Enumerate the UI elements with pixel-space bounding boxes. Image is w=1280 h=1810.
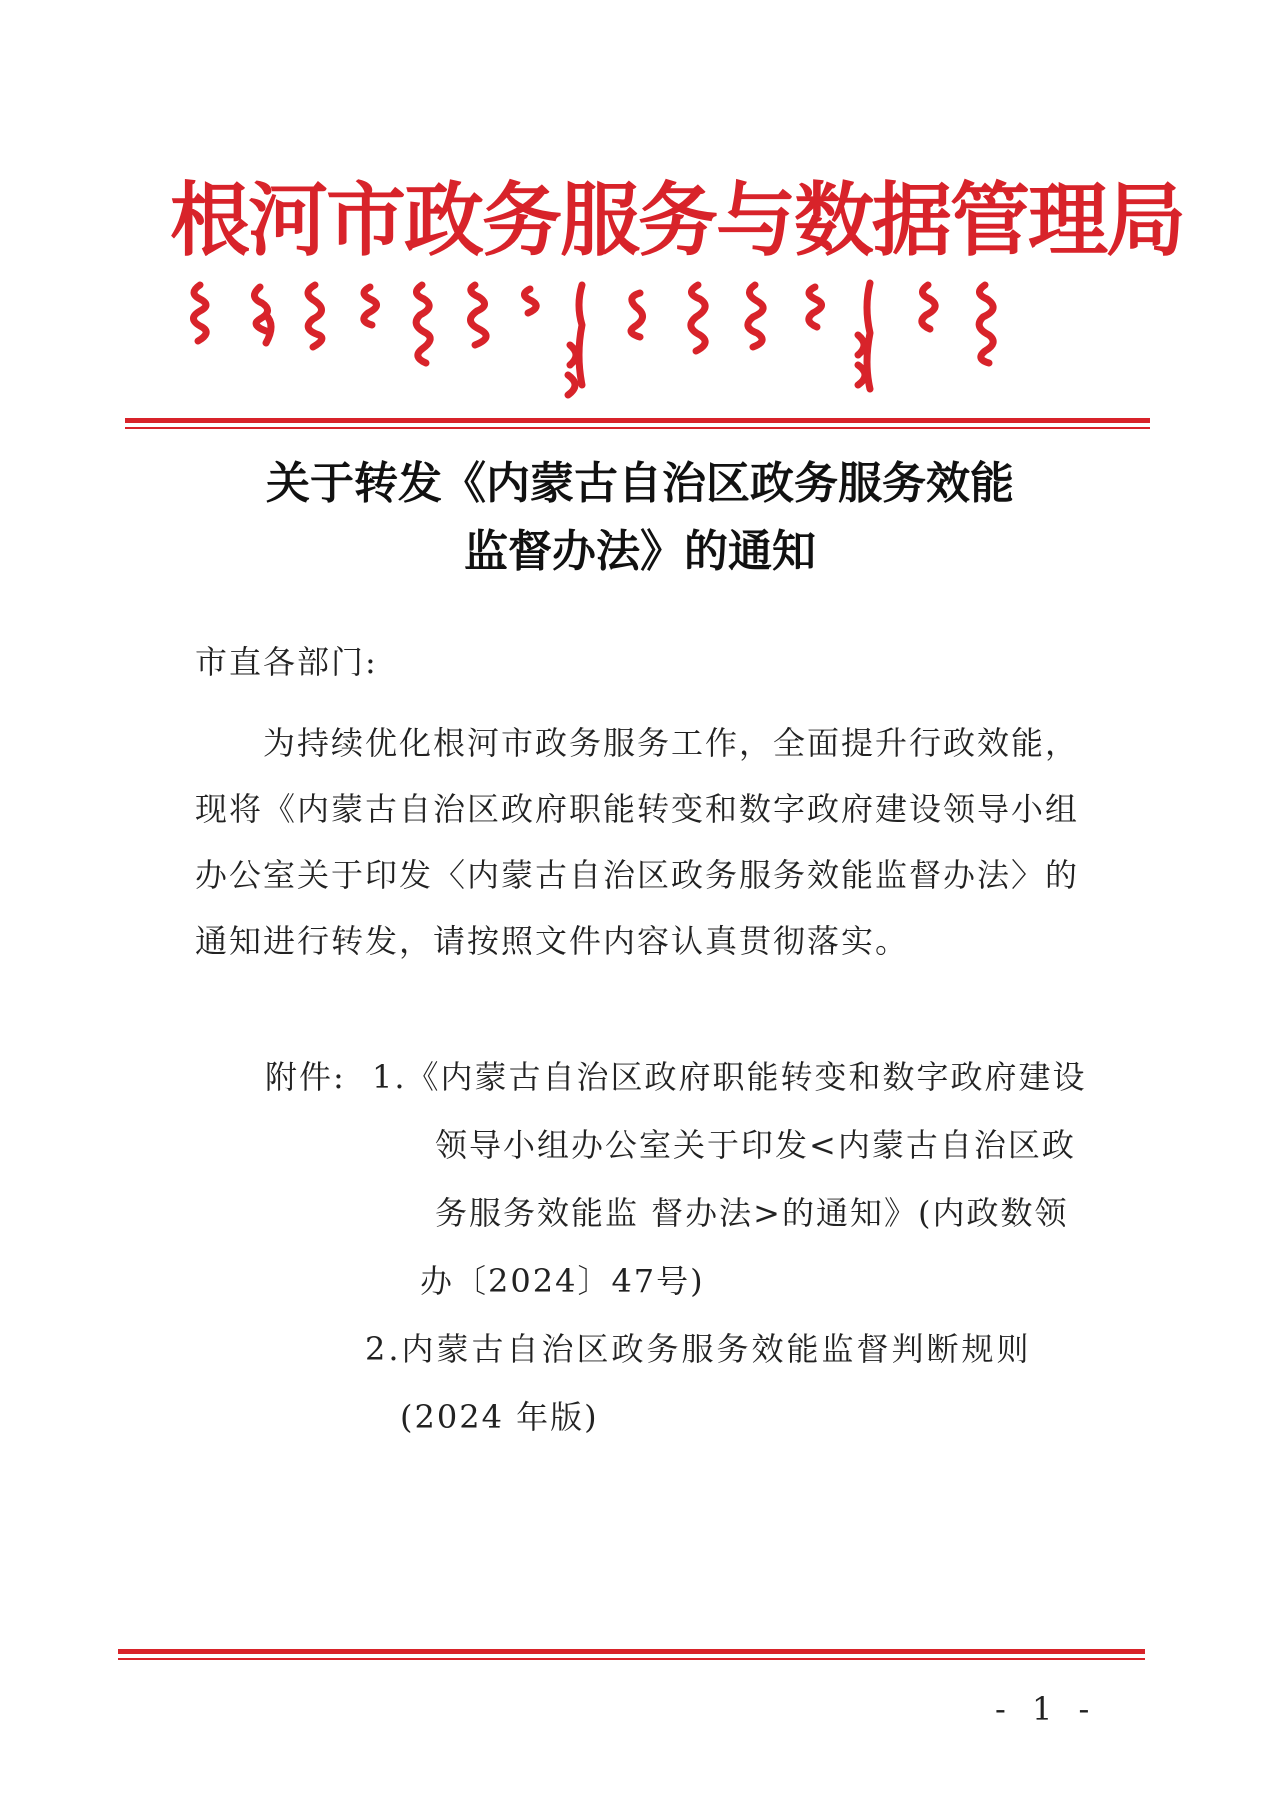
attachment-item-1: [265, 1043, 1087, 1111]
attachment-item-2-line: (2024 年版): [400, 1398, 599, 1436]
mongolian-agency-name-logo: [170, 275, 1110, 405]
attachment-item-1-line: 1.《内蒙古自治区政府职能转变和数字政府建设: [371, 1058, 1087, 1096]
agency-name-header: 根河市政务服务与数据管理局: [170, 173, 1184, 267]
attachment-item-2: 2.内蒙古自治区政务服务效能监督判断规则: [365, 1330, 1032, 1368]
salutation: 市直各部门:: [195, 643, 378, 681]
attachment-item-1-line: 领导小组办公室关于印发<内蒙古自治区政: [435, 1126, 1076, 1164]
attachment-item-1-line: 办〔2024〕47号): [420, 1262, 705, 1300]
paragraph-line: 通知进行转发，请按照文件内容认真贯彻落实。: [195, 922, 910, 960]
document-title-line-2: 监督办法》的通知: [464, 526, 816, 577]
paragraph-line: 为持续优化根河市政务服务工作，全面提升行政效能，: [263, 724, 1080, 762]
body-paragraph: [195, 710, 1095, 974]
header-divider-rule: [125, 418, 1150, 432]
attachments-label: 附件:: [265, 1058, 346, 1096]
attachment-item-1-line: 务服务效能监 督办法>的通知》(内政数领: [435, 1194, 1069, 1232]
document-title-line-1: 关于转发《内蒙古自治区政务服务效能: [266, 458, 1014, 509]
footer-divider-rule: [118, 1649, 1145, 1663]
paragraph-line: 现将《内蒙古自治区政府职能转变和数字政府建设领导小组: [195, 790, 1080, 828]
document-title: [200, 450, 1080, 586]
attachments-section: [265, 1043, 1087, 1451]
page-number: - 1 -: [995, 1690, 1098, 1728]
mongolian-script-icon: [170, 275, 1110, 405]
paragraph-line: 办公室关于印发〈内蒙古自治区政务服务效能监督办法〉的: [195, 856, 1080, 894]
